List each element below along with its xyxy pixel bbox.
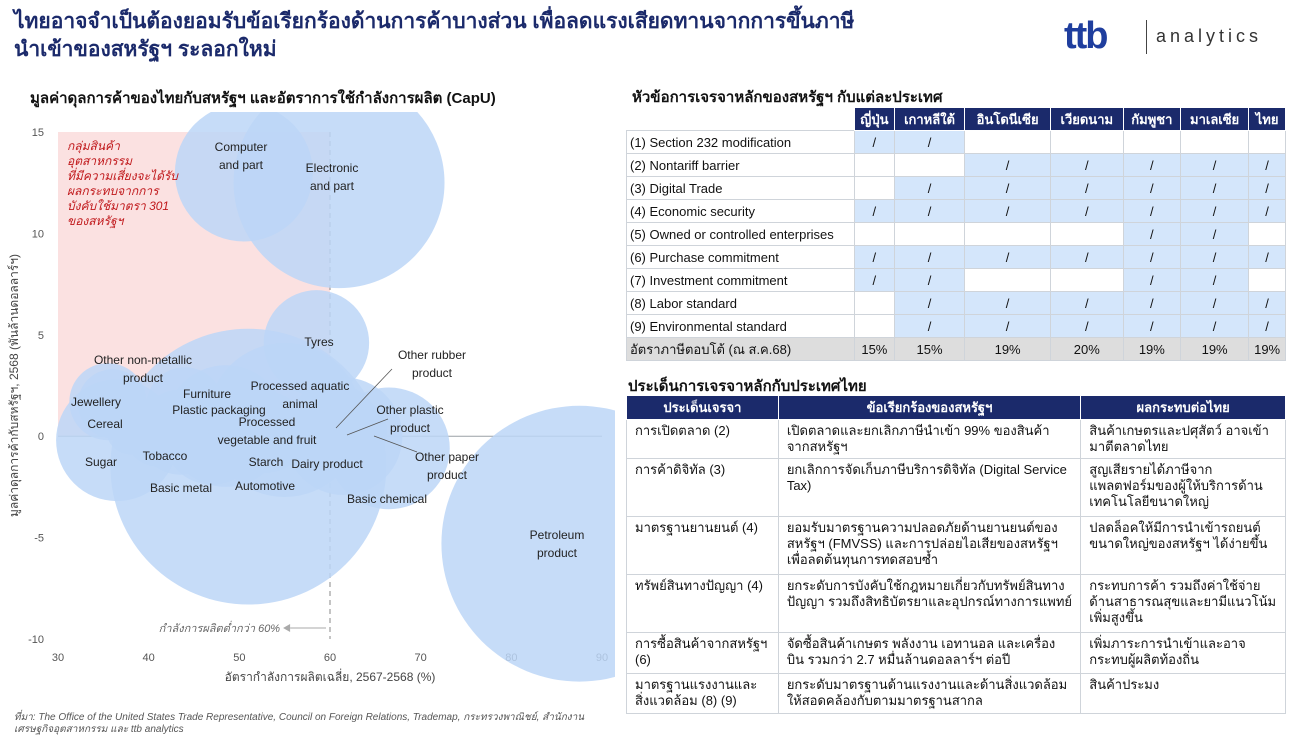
topic-mark: /	[894, 131, 965, 154]
demand-cell: ยอมรับมาตรฐานความปลอดภัยด้านยานยนต์ของสหรัฐฯ (FMVSS) และการปล่อยไอเสียของสหรัฐฯ เพื่อลดต้นทุนการทดสอบซ้ำ	[778, 517, 1080, 575]
demand-cell: ยกระดับมาตรฐานด้านแรงงานและด้านสิ่งแวดล้อมให้สอดคล้องกับตามมาตรฐานสากล	[778, 674, 1080, 714]
country-header: เวียดนาม	[1050, 108, 1123, 131]
topic-label: (3) Digital Trade	[627, 177, 855, 200]
tariff-rate-value: 19%	[1181, 338, 1249, 361]
topic-mark: /	[1050, 292, 1123, 315]
topic-mark	[965, 223, 1051, 246]
country-header: อินโดนีเซีย	[965, 108, 1051, 131]
topic-mark: /	[1123, 292, 1180, 315]
topic-mark	[855, 315, 895, 338]
threshold-text: กำลังการผลิตต่ำกว่า 60%	[158, 623, 281, 635]
demand-cell: ยกระดับการบังคับใช้กฎหมายเกี่ยวกับทรัพย์สินทางปัญญา รวมถึงสิทธิบัตรยาและอุปกรณ์ทางการแพทย์	[778, 575, 1080, 633]
country-header: มาเลเซีย	[1181, 108, 1249, 131]
x-tick-label: 70	[414, 652, 427, 664]
topic-mark: /	[1123, 269, 1180, 292]
table-row	[627, 177, 1286, 200]
topic-mark: /	[965, 177, 1051, 200]
page-title-line1: ไทยอาจจำเป็นต้องยอมรับข้อเรียกร้องด้านการค้าบางส่วน เพื่อลดแรงเสียดทานจากการขึ้นภาษี	[14, 10, 855, 33]
bubble-label: Other plastic product	[376, 403, 444, 435]
page-title-line2: นำเข้าของสหรัฐฯ ระลอกใหม่	[14, 38, 277, 61]
bubble-label: Processed aquatic animal	[250, 379, 350, 411]
topic-mark	[1181, 131, 1249, 154]
topic-mark: /	[1050, 177, 1123, 200]
topic-mark: /	[1181, 177, 1249, 200]
impact-cell: กระทบการค้า รวมถึงค่าใช้จ่ายด้านสาธารณสุขและยามีแนวโน้มเพิ่มสูงขึ้น	[1081, 575, 1286, 633]
bubble-label: Other rubber product	[397, 348, 467, 380]
topic-mark: /	[1249, 315, 1286, 338]
chart-section-title: มูลค่าดุลการค้าของไทยกับสหรัฐฯ และอัตราการใช้กำลังการผลิต (CapU)	[30, 90, 496, 107]
topic-mark	[965, 131, 1051, 154]
topic-mark: /	[894, 200, 965, 223]
bubble-label: Dairy product	[291, 457, 363, 471]
country-header: กัมพูชา	[1123, 108, 1180, 131]
demand-cell: จัดซื้อสินค้าเกษตร พลังงาน เอทานอล และเครื่องบิน รวมกว่า 2.7 หมื่นล้านดอลลาร์ฯ ต่อปี	[778, 633, 1080, 674]
impact-cell: เพิ่มภาระการนำเข้าและอาจกระทบผู้ผลิตท้องถิ่น	[1081, 633, 1286, 674]
topic-mark	[855, 292, 895, 315]
bubble-label: Basic metal	[149, 481, 213, 495]
bubble-point	[441, 406, 615, 682]
thai-table-header: ข้อเรียกร้องของสหรัฐฯ	[778, 396, 1080, 420]
topic-mark: /	[1123, 315, 1180, 338]
topic-mark: /	[894, 177, 965, 200]
topic-label: (9) Environmental standard	[627, 315, 855, 338]
risk-zone-text: กลุ่มสินค้าอุตสาหกรรมที่มีความเสี่ยงจะได้รับผลกระทบจากการบังคับใช้มาตรา 301 ของสหรัฐฯ	[67, 139, 178, 228]
topic-mark	[855, 223, 895, 246]
table-row	[627, 459, 1286, 517]
y-axis-label: มูลค่าดุลการค้ากับสหรัฐฯ, 2568 (พันล้านดอลลาร์ฯ)	[7, 253, 21, 518]
topic-mark: /	[965, 292, 1051, 315]
logo-brand: ttb	[1064, 15, 1107, 57]
country-header: ญี่ปุ่น	[855, 108, 895, 131]
table-header-blank	[627, 108, 855, 131]
topic-mark	[965, 269, 1051, 292]
tariff-rate-value: 15%	[855, 338, 895, 361]
negotiation-topics-table	[626, 107, 1286, 361]
topic-label: (5) Owned or controlled enterprises	[627, 223, 855, 246]
demand-cell: เปิดตลาดและยกเลิกภาษีนำเข้า 99% ของสินค้าจากสหรัฐฯ	[778, 420, 1080, 459]
table-row	[627, 315, 1286, 338]
table-row	[627, 223, 1286, 246]
issue-cell: ทรัพย์สินทางปัญญา (4)	[627, 575, 779, 633]
table-row	[627, 517, 1286, 575]
topic-label: (7) Investment commitment	[627, 269, 855, 292]
impact-cell: ปลดล็อคให้มีการนำเข้ารถยนต์ขนาดใหญ่ของสหรัฐฯ ได้ง่ายขึ้น	[1081, 517, 1286, 575]
topic-mark: /	[1050, 200, 1123, 223]
topic-mark	[894, 223, 965, 246]
topic-mark: /	[855, 131, 895, 154]
threshold-arrowhead	[283, 624, 290, 632]
topic-mark	[1050, 223, 1123, 246]
topic-mark: /	[894, 315, 965, 338]
tariff-rate-value: 15%	[894, 338, 965, 361]
bubble-label: Cereal	[87, 417, 123, 431]
topic-mark: /	[894, 246, 965, 269]
topic-mark: /	[1123, 246, 1180, 269]
y-tick-label: -5	[34, 532, 44, 545]
y-tick-label: -10	[28, 634, 44, 646]
topic-mark: /	[1123, 177, 1180, 200]
topic-mark: /	[965, 315, 1051, 338]
bubble-chart	[0, 112, 615, 702]
topic-mark: /	[965, 246, 1051, 269]
table-row	[627, 674, 1286, 714]
impact-cell: สินค้าเกษตรและปศุสัตว์ อาจเข้ามาตีตลาดไทย	[1081, 420, 1286, 459]
topic-mark: /	[1181, 246, 1249, 269]
bubble-label: Furniture	[182, 387, 232, 401]
threshold-annotation	[159, 620, 326, 635]
issue-cell: มาตรฐานแรงงานและสิ่งแวดล้อม (8) (9)	[627, 674, 779, 714]
tariff-rate-value: 19%	[1123, 338, 1180, 361]
demand-cell: ยกเลิกการจัดเก็บภาษีบริการดิจิทัล (Digital Service Tax)	[778, 459, 1080, 517]
bubble-label: Petroleum product	[529, 528, 585, 560]
topic-mark: /	[1249, 177, 1286, 200]
table-row	[627, 633, 1286, 674]
topic-mark: /	[1249, 292, 1286, 315]
topic-mark: /	[965, 200, 1051, 223]
tariff-rate-value: 19%	[965, 338, 1051, 361]
table-row	[627, 269, 1286, 292]
y-tick-label: 5	[37, 329, 44, 342]
topic-mark: /	[1123, 154, 1180, 177]
topic-mark: /	[855, 269, 895, 292]
topic-label: (1) Section 232 modification	[627, 131, 855, 154]
topic-label: (6) Purchase commitment	[627, 246, 855, 269]
bubble-label: Sugar	[84, 455, 118, 469]
impact-cell: สูญเสียรายได้ภาษีจากแพลตฟอร์มของผู้ให้บริการด้านเทคโนโลยีขนาดใหญ่	[1081, 459, 1286, 517]
negotiation-table-title: หัวข้อการเจรจาหลักของสหรัฐฯ กับแต่ละประเทศ	[632, 89, 943, 106]
topic-label: (8) Labor standard	[627, 292, 855, 315]
topic-mark: /	[1050, 246, 1123, 269]
x-tick-label: 60	[323, 652, 337, 664]
thai-table-header: ผลกระทบต่อไทย	[1081, 396, 1286, 420]
logo-divider	[1146, 20, 1147, 54]
topic-mark	[1050, 131, 1123, 154]
x-tick-label: 30	[51, 652, 65, 664]
table-row	[627, 420, 1286, 459]
bubble-label: Tyres	[304, 335, 334, 349]
table-row	[627, 246, 1286, 269]
topic-mark: /	[1181, 154, 1249, 177]
topic-mark: /	[894, 269, 965, 292]
page-title	[14, 8, 1034, 64]
topic-mark: /	[1181, 315, 1249, 338]
topic-mark	[1249, 131, 1286, 154]
topic-mark	[1123, 131, 1180, 154]
topic-mark: /	[1181, 200, 1249, 223]
ttb-analytics-logo	[1064, 16, 1294, 60]
topic-mark	[1249, 223, 1286, 246]
topic-mark: /	[1249, 154, 1286, 177]
table-row	[627, 154, 1286, 177]
logo-suffix: analytics	[1156, 26, 1263, 46]
bubble-label: Automotive	[234, 479, 296, 493]
thai-table-title: ประเด็นการเจรจาหลักกับประเทศไทย	[628, 378, 867, 395]
tariff-rate-value: 19%	[1249, 338, 1286, 361]
topic-mark: /	[1123, 223, 1180, 246]
bubble-label: Computer and part	[214, 140, 268, 172]
topic-mark: /	[1181, 292, 1249, 315]
topic-mark: /	[1181, 269, 1249, 292]
thai-negotiation-table	[626, 395, 1286, 714]
source-note: ที่มา: The Office of the United States Trade Representative, Council on Foreign Relations, Trademap, กระทรวงพาณิชย์, สำนักงานเศรษฐกิจอุตสาหกรรม และ ttb analytics	[14, 712, 585, 735]
x-axis-label: อัตรากำลังการผลิตเฉลี่ย, 2567-2568 (%)	[224, 670, 436, 684]
topic-mark	[1050, 269, 1123, 292]
topic-label: (4) Economic security	[627, 200, 855, 223]
bubble-label: Basic chemical	[346, 492, 428, 506]
topic-mark: /	[1249, 246, 1286, 269]
bubble-label: Starch	[248, 455, 284, 469]
topic-mark	[1249, 269, 1286, 292]
y-tick-label: 10	[31, 228, 44, 241]
bubble-label: Processed vegetable and fruit	[217, 415, 317, 447]
tariff-rate-row	[627, 338, 1286, 361]
issue-cell: การเปิดตลาด (2)	[627, 420, 779, 459]
bubble-label: Tobacco	[142, 449, 188, 463]
table-row	[627, 131, 1286, 154]
topic-mark: /	[894, 292, 965, 315]
topic-mark: /	[1050, 315, 1123, 338]
x-tick-label: 50	[233, 652, 246, 664]
topic-mark	[855, 154, 895, 177]
bubble-label: Other paper product	[414, 450, 480, 482]
issue-cell: การค้าดิจิทัล (3)	[627, 459, 779, 517]
table-row	[627, 575, 1286, 633]
y-tick-label: 15	[31, 127, 44, 139]
table-row	[627, 292, 1286, 315]
topic-mark: /	[855, 246, 895, 269]
y-tick-label: 0	[37, 431, 44, 444]
bubble-label: Electronic and part	[305, 161, 359, 193]
bubble-label: Jewellery	[70, 395, 122, 409]
country-header: เกาหลีใต้	[894, 108, 965, 131]
thai-table-header: ประเด็นเจรจา	[627, 396, 779, 420]
issue-cell: การซื้อสินค้าจากสหรัฐฯ (6)	[627, 633, 779, 674]
bubble-label: Plastic packaging	[172, 403, 266, 417]
topic-mark: /	[1050, 154, 1123, 177]
topic-mark: /	[965, 154, 1051, 177]
tariff-rate-label: อัตราภาษีตอบโต้ (ณ ส.ค.68)	[627, 338, 855, 361]
topic-label: (2) Nontariff barrier	[627, 154, 855, 177]
topic-mark: /	[1181, 223, 1249, 246]
table-row	[627, 200, 1286, 223]
bubble-label: Other non-metallic product	[93, 353, 193, 385]
topic-mark: /	[855, 200, 895, 223]
tariff-rate-value: 20%	[1050, 338, 1123, 361]
topic-mark: /	[1249, 200, 1286, 223]
topic-mark	[855, 177, 895, 200]
country-header: ไทย	[1249, 108, 1286, 131]
topic-mark: /	[1123, 200, 1180, 223]
issue-cell: มาตรฐานยานยนต์ (4)	[627, 517, 779, 575]
x-tick-label: 40	[142, 652, 155, 664]
topic-mark	[894, 154, 965, 177]
impact-cell: สินค้าประมง	[1081, 674, 1286, 714]
